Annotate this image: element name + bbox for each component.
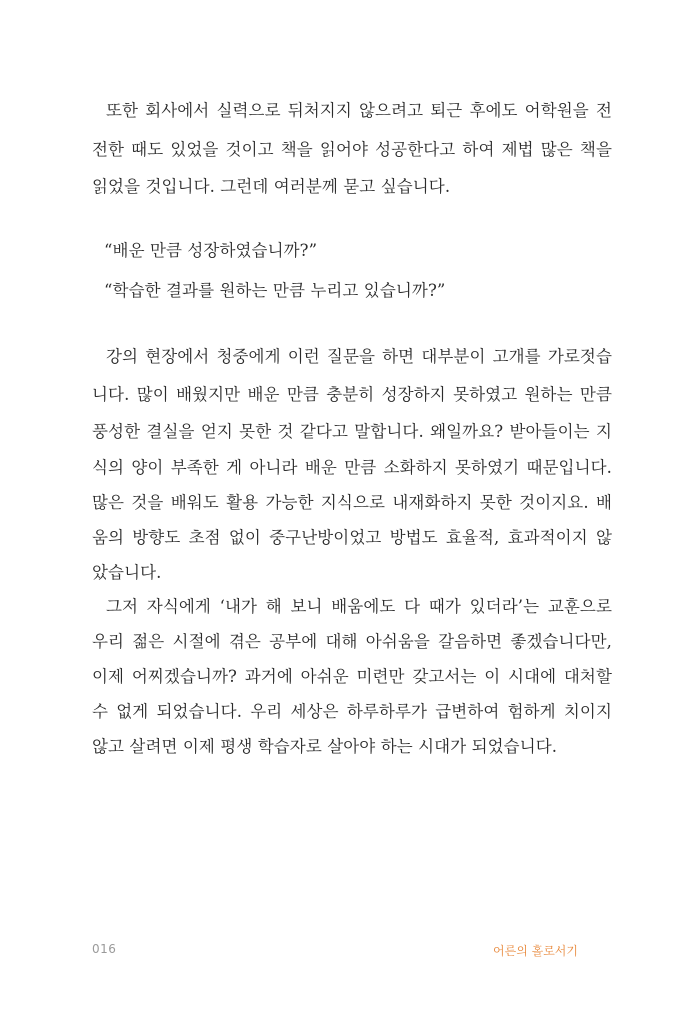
quote-line: “배운 만큼 성장하였습니까?” <box>104 241 318 260</box>
running-book-title: 어른의 홀로서기 <box>493 944 578 958</box>
paragraph-line: 움의 방향도 초점 없이 중구난방이었고 방법도 효율적, 효과적이지 않 <box>92 528 612 547</box>
paragraph-line: 니다. 많이 배웠지만 배운 만큼 충분히 성장하지 못하였고 원하는 만큼 <box>92 385 612 404</box>
paragraph-line: 수 없게 되었습니다. 우리 세상은 하루하루가 급변하여 험하게 치이지 <box>92 702 612 721</box>
paragraph-line: 우리 젊은 시절에 겪은 공부에 대해 아쉬움을 갈음하면 좋겠습니다만, <box>92 632 612 651</box>
paragraph-line: 았습니다. <box>92 563 162 582</box>
paragraph-line: 식의 양이 부족한 게 아니라 배운 만큼 소화하지 못하였기 때문입니다. <box>92 458 612 477</box>
paragraph-line: 강의 현장에서 청중에게 이런 질문을 하면 대부분이 고개를 가로젓습 <box>106 347 612 366</box>
paragraph-line: 풍성한 결실을 얻지 못한 것 같다고 말합니다. 왜일까요? 받아들이는 지 <box>92 422 612 441</box>
quote-line: “학습한 결과를 원하는 만큼 누리고 있습니까?” <box>104 281 446 300</box>
paragraph-line: 이제 어찌겠습니까? 과거에 아쉬운 미련만 갖고서는 이 시대에 대처할 <box>92 667 612 686</box>
paragraph-line: 읽었을 것입니다. 그런데 여러분께 묻고 싶습니다. <box>92 177 451 196</box>
paragraph-line: 그저 자식에게 ‘내가 해 보니 배움에도 다 때가 있더라’는 교훈으로 <box>106 597 612 616</box>
paragraph-line: 또한 회사에서 실력으로 뒤처지지 않으려고 퇴근 후에도 어학원을 전 <box>106 101 612 120</box>
paragraph-line: 전한 때도 있었을 것이고 책을 읽어야 성공한다고 하여 제법 많은 책을 <box>92 140 612 159</box>
paragraph-line: 않고 살려면 이제 평생 학습자로 살아야 하는 시대가 되었습니다. <box>92 737 558 756</box>
paragraph-line: 많은 것을 배워도 활용 가능한 지식으로 내재화하지 못한 것이지요. 배 <box>92 493 612 512</box>
page-number: 016 <box>92 942 117 956</box>
